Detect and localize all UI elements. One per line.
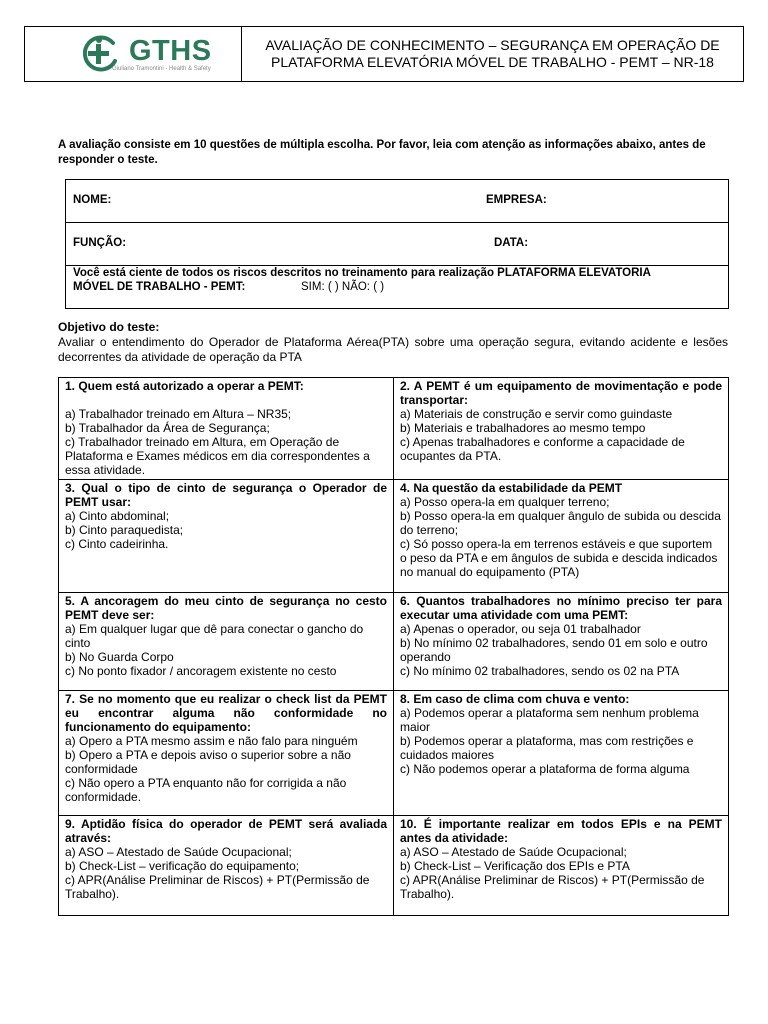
question-cell-7 bbox=[59, 691, 394, 816]
sim-nao-checkbox[interactable]: SIM: ( ) NÃO: ( ) bbox=[301, 281, 385, 293]
empresa-label: EMPRESA: bbox=[486, 194, 547, 206]
option-a[interactable]: a) Opero a PTA mesmo assim e não falo para ninguém bbox=[65, 734, 358, 748]
question-text: 8. Em caso de clima com chuva e vento: bbox=[400, 692, 630, 706]
title-line-1: AVALIAÇÃO DE CONHECIMENTO – SEGURANÇA EM OPERAÇÃO DE bbox=[265, 37, 720, 53]
question-text: 4. Na questão da estabilidade da PEMT bbox=[400, 481, 623, 495]
table-row bbox=[59, 691, 729, 816]
option-a[interactable]: a) ASO – Atestado de Saúde Ocupacional; bbox=[400, 845, 627, 859]
option-b[interactable]: b) Opero a PTA e depois aviso o superior sobre a não conformidade bbox=[65, 748, 351, 776]
intro-text: A avaliação consiste em 10 questões de múltipla escolha. Por favor, leia com atenção as informações abaixo, antes de responder o teste. bbox=[58, 139, 706, 166]
nome-label: NOME: bbox=[73, 194, 112, 206]
questions-table bbox=[58, 377, 729, 916]
question-cell-9 bbox=[59, 816, 394, 916]
option-a[interactable]: a) Apenas o operador, ou seja 01 trabalhador bbox=[400, 622, 641, 636]
option-c[interactable]: c) No mínimo 02 trabalhadores, sendo os 02 na PTA bbox=[400, 664, 680, 678]
question-cell-1 bbox=[59, 378, 394, 480]
question-text: 10. É importante realizar em todos EPIs e na PEMT antes da atividade: bbox=[400, 817, 722, 845]
ciente-text-line2: MÓVEL DE TRABALHO - PEMT: bbox=[73, 281, 246, 293]
question-cell-2 bbox=[394, 378, 729, 480]
id-row-nome bbox=[66, 180, 728, 223]
option-b[interactable]: b) No Guarda Corpo bbox=[65, 650, 174, 664]
objective-section bbox=[58, 320, 728, 365]
question-text: 5. A ancoragem do meu cinto de segurança no cesto PEMT deve ser: bbox=[65, 594, 387, 622]
table-row bbox=[59, 593, 729, 691]
question-cell-8 bbox=[394, 691, 729, 816]
question-cell-10 bbox=[394, 816, 729, 916]
option-b[interactable]: b) No mínimo 02 trabalhadores, sendo 01 em solo e outro operando bbox=[400, 636, 708, 664]
funcao-label: FUNÇÃO: bbox=[73, 237, 127, 249]
table-row bbox=[59, 816, 729, 916]
option-b[interactable]: b) Cinto paraquedista; bbox=[65, 523, 184, 537]
objective-heading: Objetivo do teste: bbox=[58, 320, 160, 334]
question-text: 9. Aptidão física do operador de PEMT será avaliada através: bbox=[65, 817, 387, 845]
option-b[interactable]: b) Check-List – verificação do equipamento; bbox=[65, 859, 300, 873]
option-c[interactable]: c) Não podemos operar a plataforma de forma alguma bbox=[400, 762, 690, 776]
id-row-ciente bbox=[66, 266, 728, 308]
document-title bbox=[242, 27, 743, 81]
option-c[interactable]: c) APR(Análise Preliminar de Riscos) + PT(Permissão de Trabalho). bbox=[400, 873, 705, 901]
question-text: 7. Se no momento que eu realizar o check list da PEMT eu encontrar alguma não conformidade no funcionamento do equipamento: bbox=[65, 692, 387, 734]
option-a[interactable]: a) Materiais de construção e servir como guindaste bbox=[400, 407, 673, 421]
question-text: 6. Quantos trabalhadores no mínimo preciso ter para executar uma atividade com uma PEMT: bbox=[400, 594, 722, 622]
logo-text: GTHS bbox=[129, 35, 212, 67]
question-cell-5 bbox=[59, 593, 394, 691]
question-cell-6 bbox=[394, 593, 729, 691]
option-c[interactable]: c) Não opero a PTA enquanto não for corrigida a não conformidade. bbox=[65, 776, 347, 804]
option-c[interactable]: c) APR(Análise Preliminar de Riscos) + PT(Permissão de Trabalho). bbox=[65, 873, 370, 901]
logo-subtitle: Giuliano Tramontini - Health & Safety bbox=[112, 66, 211, 72]
option-b[interactable]: b) Check-List – Verificação dos EPIs e PTA bbox=[400, 859, 630, 873]
option-a[interactable]: a) Podemos operar a plataforma sem nenhum problema maior bbox=[400, 706, 699, 734]
data-label: DATA: bbox=[494, 237, 529, 249]
option-a[interactable]: a) ASO – Atestado de Saúde Ocupacional; bbox=[65, 845, 292, 859]
option-b[interactable]: b) Posso opera-la em qualquer ângulo de subida ou descida do terreno; bbox=[400, 509, 721, 537]
option-b[interactable]: b) Podemos operar a plataforma, mas com restrições e cuidados maiores bbox=[400, 734, 694, 762]
option-a[interactable]: a) Trabalhador treinado em Altura – NR35; bbox=[65, 407, 292, 421]
id-row-funcao bbox=[66, 223, 728, 266]
objective-text: Avaliar o entendimento do Operador de Plataforma Aérea(PTA) sobre uma operação segura, evitando acidente e lesões decorrentes da atividade de operação da PTA bbox=[58, 335, 728, 364]
option-c[interactable]: c) Apenas trabalhadores e conforme a capacidade de ocupantes da PTA. bbox=[400, 435, 685, 463]
table-row bbox=[59, 480, 729, 593]
question-cell-3 bbox=[59, 480, 394, 593]
option-a[interactable]: a) Em qualquer lugar que dê para conectar o gancho do cinto bbox=[65, 622, 364, 650]
option-c[interactable]: c) No ponto fixador / ancoragem existente no cesto bbox=[65, 664, 337, 678]
title-line-2: PLATAFORMA ELEVATÓRIA MÓVEL DE TRABALHO - PEMT – NR-18 bbox=[271, 54, 714, 70]
document-header bbox=[24, 26, 744, 82]
identification-box bbox=[65, 179, 729, 309]
logo-cell bbox=[25, 27, 242, 81]
ciente-text-line1: Você está ciente de todos os riscos descritos no treinamento para realização PLATAFORMA ELEVATORIA bbox=[73, 267, 651, 279]
question-cell-4 bbox=[394, 480, 729, 593]
option-a[interactable]: a) Cinto abdominal; bbox=[65, 509, 170, 523]
option-c[interactable]: c) Só posso opera-la em terrenos estáveis e que suportem o peso da PTA e em ângulos de subida e descida indicados no manual do equipamento (PTA) bbox=[400, 537, 718, 579]
option-c[interactable]: c) Cinto cadeirinha. bbox=[65, 537, 169, 551]
option-b[interactable]: b) Trabalhador da Área de Segurança; bbox=[65, 421, 270, 435]
question-text: 1. Quem está autorizado a operar a PEMT: bbox=[65, 379, 304, 393]
option-b[interactable]: b) Materiais e trabalhadores ao mesmo tempo bbox=[400, 421, 646, 435]
question-text: 3. Qual o tipo de cinto de segurança o Operador de PEMT usar: bbox=[65, 481, 387, 509]
table-row bbox=[59, 378, 729, 480]
question-text: 2. A PEMT é um equipamento de movimentação e pode transportar: bbox=[400, 379, 722, 407]
option-a[interactable]: a) Posso opera-la em qualquer terreno; bbox=[400, 495, 610, 509]
option-c[interactable]: c) Trabalhador treinado em Altura, em Operação de Plataforma e Exames médicos em dia correspondentes a essa atividade. bbox=[65, 435, 370, 477]
